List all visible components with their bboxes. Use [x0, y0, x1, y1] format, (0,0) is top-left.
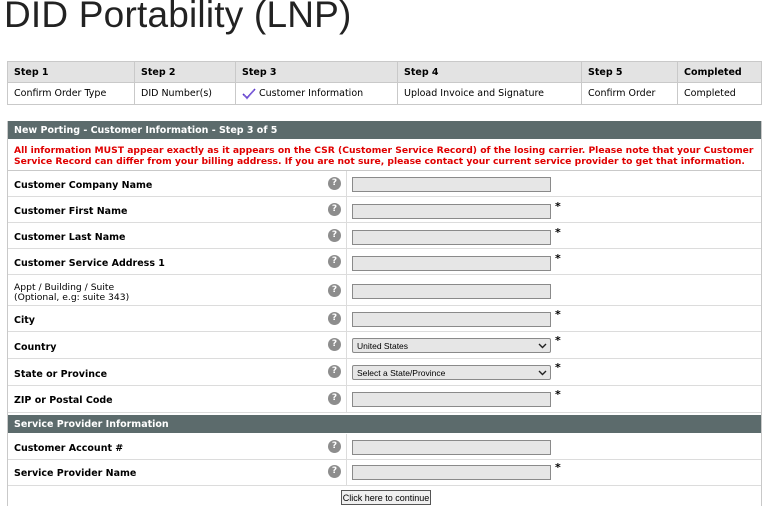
help-icon[interactable]: ?	[328, 312, 341, 325]
first-name-input[interactable]	[352, 204, 551, 219]
provider-name-input[interactable]	[352, 465, 551, 480]
account-row	[8, 434, 761, 460]
state-row	[8, 359, 761, 386]
city-row	[8, 306, 761, 332]
country-select[interactable]	[352, 338, 551, 353]
appt-input[interactable]	[352, 284, 551, 299]
zip-row	[8, 386, 761, 413]
country-value: United States	[357, 340, 409, 351]
chevron-down-icon	[538, 341, 547, 350]
company-input[interactable]	[352, 177, 551, 192]
help-icon[interactable]: ?	[328, 255, 341, 268]
last-name-row	[8, 223, 761, 249]
step-3-cell	[236, 83, 398, 104]
zip-label: ZIP or Postal Code	[14, 395, 113, 406]
state-label: State or Province	[14, 369, 108, 380]
customer-section-header: New Porting - Customer Information - Step 3 of 5	[8, 121, 761, 139]
step-1-header: Step 1	[8, 62, 135, 83]
help-icon[interactable]: ?	[328, 440, 341, 453]
help-icon[interactable]: ?	[328, 392, 341, 405]
step-3-header: Step 3	[236, 62, 398, 83]
porting-form	[7, 121, 762, 506]
appt-label	[14, 283, 129, 303]
last-name-input[interactable]	[352, 230, 551, 245]
address-row	[8, 249, 761, 275]
company-row	[8, 171, 761, 197]
step-2-header: Step 2	[135, 62, 236, 83]
help-icon[interactable]: ?	[328, 177, 341, 190]
required-mark: *	[555, 226, 561, 239]
state-value: Select a State/Province	[357, 367, 446, 378]
help-icon[interactable]: ?	[328, 465, 341, 478]
zip-input[interactable]	[352, 392, 551, 407]
help-icon[interactable]: ?	[328, 203, 341, 216]
first-name-label: Customer First Name	[14, 206, 128, 217]
completed-label: Completed	[678, 83, 761, 104]
required-mark: *	[555, 461, 561, 474]
page-title: DID Portability (LNP)	[4, 0, 352, 35]
step-4-header: Step 4	[398, 62, 582, 83]
appt-label-line2: (Optional, e.g: suite 343)	[14, 292, 130, 303]
required-mark: *	[555, 252, 561, 265]
step-1-label: Confirm Order Type	[8, 83, 135, 104]
required-mark: *	[555, 200, 561, 213]
country-label: Country	[14, 342, 57, 353]
chevron-down-icon	[538, 368, 547, 377]
step-3-label: Customer Information	[259, 88, 364, 99]
first-name-row	[8, 197, 761, 223]
city-label: City	[14, 315, 35, 326]
help-icon[interactable]: ?	[328, 365, 341, 378]
required-mark: *	[555, 388, 561, 401]
checkmark-icon	[242, 88, 256, 100]
help-icon[interactable]: ?	[328, 284, 341, 297]
country-row	[8, 332, 761, 359]
account-input[interactable]	[352, 440, 551, 455]
provider-name-label: Service Provider Name	[14, 468, 137, 479]
continue-button[interactable]: Click here to continue	[341, 490, 431, 505]
appt-row	[8, 275, 761, 306]
csr-warning: All information MUST appear exactly as it appears on the CSR (Customer Service Record) of the losing carrier. Please note that your Customer Service Record can differ from your billing address. If you are not sure, please contact your current service provider to get that information.	[8, 141, 761, 171]
help-icon[interactable]: ?	[328, 338, 341, 351]
completed-header: Completed	[678, 62, 761, 83]
step-2-label: DID Number(s)	[135, 83, 236, 104]
steps-table	[7, 61, 762, 105]
last-name-label: Customer Last Name	[14, 232, 126, 243]
step-5-header: Step 5	[582, 62, 678, 83]
appt-label-line1: Appt / Building / Suite	[14, 282, 115, 293]
state-select[interactable]	[352, 365, 551, 380]
step-5-label: Confirm Order	[582, 83, 678, 104]
city-input[interactable]	[352, 312, 551, 327]
provider-section-header: Service Provider Information	[8, 415, 761, 433]
address-input[interactable]	[352, 256, 551, 271]
company-label: Customer Company Name	[14, 180, 153, 191]
help-icon[interactable]: ?	[328, 229, 341, 242]
address-label: Customer Service Address 1	[14, 258, 165, 269]
required-mark: *	[555, 334, 561, 347]
step-4-label: Upload Invoice and Signature	[398, 83, 582, 104]
provider-name-row	[8, 460, 761, 486]
required-mark: *	[555, 308, 561, 321]
required-mark: *	[555, 361, 561, 374]
account-label: Customer Account #	[14, 443, 124, 454]
